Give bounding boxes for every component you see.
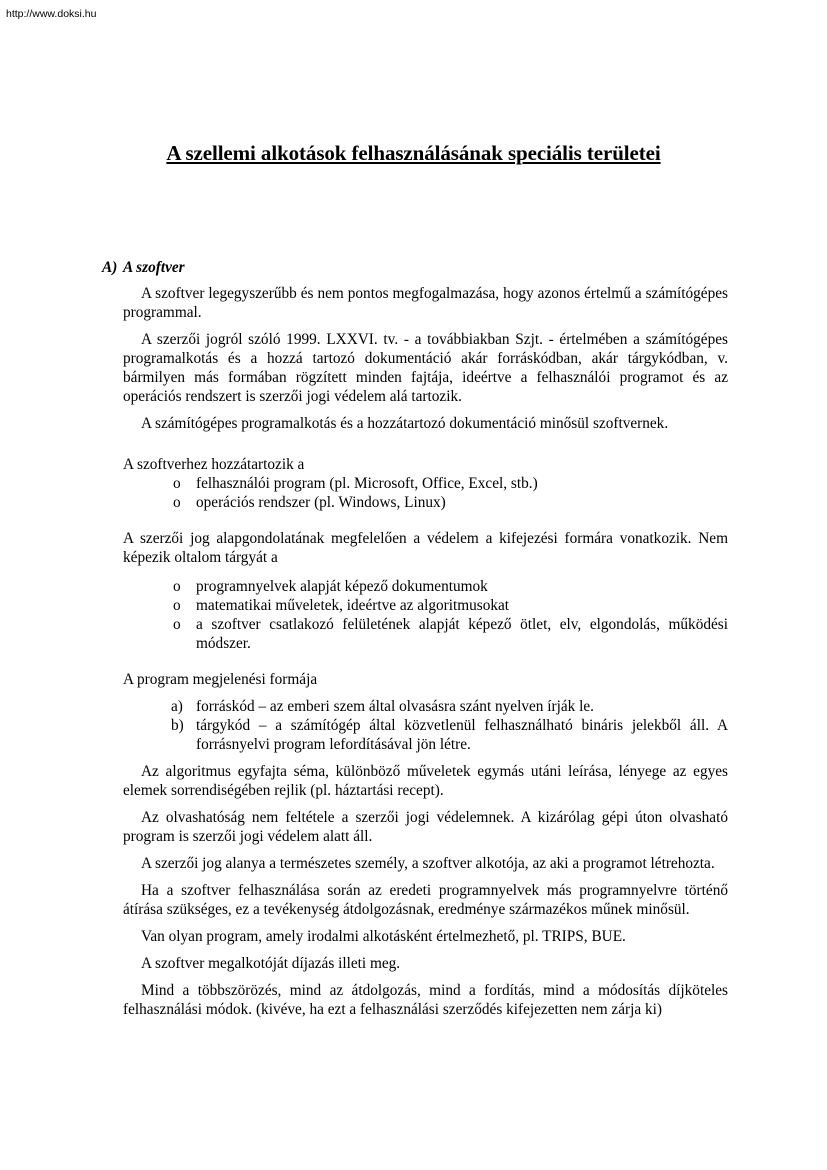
list-item: a) forráskód – az emberi szem által olvasásra szánt nyelven írják le. [171,698,594,715]
paragraph: A szoftver legegyszerűbb és nem pontos megfogalmazása, hogy azonos értelmű a számítógépes programmal. [123,285,728,321]
belongs-intro: A szoftverhez hozzátartozik a [123,456,305,473]
not-protected-list [123,577,728,653]
section-title: A szoftver [123,259,185,276]
paragraph: A számítógépes programalkotás és a hozzátartozó dokumentáció minősül szoftvernek. [141,415,669,432]
bullet-icon: o [173,597,181,614]
list-item: o felhasználói program (pl. Microsoft, Office, Excel, stb.) [173,475,538,492]
bullet-icon: o [173,494,181,511]
paragraph: A szerzői jog alanya a természetes személy, a szoftver alkotója, az aki a programot létrehozta. [141,855,715,872]
page-title: A szellemi alkotások felhasználásának speciális területei [166,141,661,165]
list-marker: b) [171,717,184,734]
list-item: o programnyelvek alapját képező dokumentumok [173,578,488,595]
paragraph: Ha a szoftver felhasználása során az eredeti programnyelvek más programnyelvre történő átírása szükséges, ez a tevékenység átdolgozásnak, eredménye származékos műnek minősül. [123,882,728,918]
bullet-icon: o [173,578,181,595]
paragraph: Van olyan program, amely irodalmi alkotásként értelmezhető, pl. TRIPS, BUE. [141,928,626,945]
paragraph: Az algoritmus egyfajta séma, különböző műveletek egymás utáni leírása, lényege az egyes elemek sorrendiségében rejlik (pl. háztartási recept). [123,763,728,799]
section-heading [102,258,728,277]
belongs-list [123,474,728,512]
forms-list [123,697,728,754]
list-item: b) tárgykód – a számítógép által közvetlenül felhasználható bináris jelekből áll. A forrásnyelvi program lefordításával jön létre. [171,717,728,753]
list-item: o matematikai műveletek, ideértve az algoritmusokat [173,597,510,614]
paragraph: A szerzői jogról szóló 1999. LXXVI. tv. - a továbbiakban Szjt. - értelmében a számítógépes programalkotás és a hozzá tartozó dokumentáció akár forráskódban, akár tárgykódban, v. bármilyen más formában rögzített minden fajtája, ideértve a felhasználói programot és az operációs rendszert is szerzői jogi védelem alá tartozik. [123,331,728,405]
paragraph: Az olvashatóság nem feltétele a szerzői jogi védelemnek. A kizárólag gépi úton olvasható program is szerzői jogi védelem alatt áll. [123,809,728,845]
paragraph: Mind a többszörözés, mind az átdolgozás, mind a fordítás, mind a módosítás díjköteles felhasználási módok. (kivéve, ha ezt a felhasználási szerződés kifejezetten nem zárja ki) [123,982,728,1018]
bullet-icon: o [173,616,181,633]
document-body [102,258,728,1027]
section-label: A) [102,259,118,276]
paragraph: A szoftver megalkotóját díjazás illeti meg. [141,955,401,972]
list-item: o operációs rendszer (pl. Windows, Linux) [173,494,446,511]
not-protected-intro: A szerzői jog alapgondolatának megfelelően a védelem a kifejezési formára vonatkozik. Nem képezik oltalom tárgyát a [123,530,728,566]
forms-intro: A program megjelenési formája [123,671,318,688]
list-item: o a szoftver csatlakozó felületének alapját képező ötlet, elv, elgondolás, működési módszer. [173,616,728,652]
source-url: http://www.doksi.hu [6,8,97,20]
bullet-icon: o [173,475,181,492]
list-marker: a) [171,698,183,715]
